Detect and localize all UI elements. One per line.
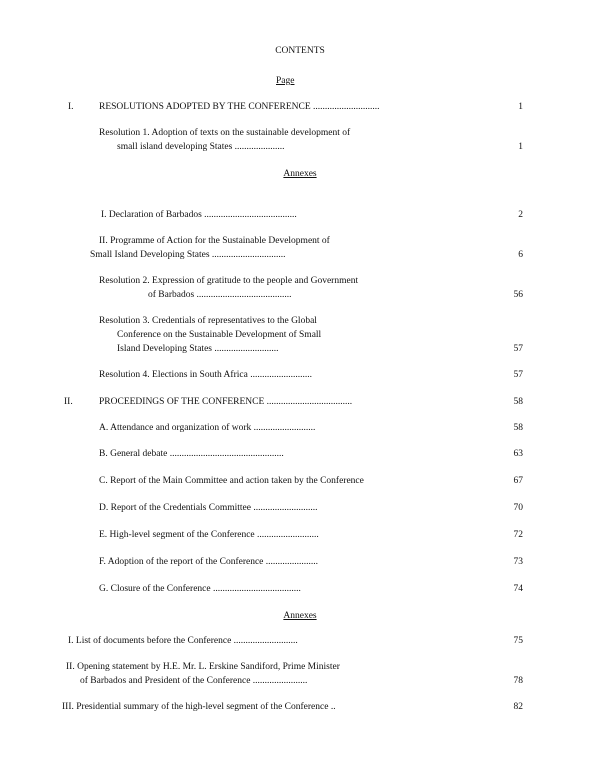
annex-list-1-page: 75 [513, 636, 523, 646]
item-b-page: 63 [513, 449, 523, 459]
resolution-3-page: 57 [513, 344, 523, 354]
section-1-number: I. [68, 102, 74, 112]
resolution-4-title: Resolution 4. Elections in South Africa .......................... [99, 370, 312, 380]
item-g-title: G. Closure of the Conference ..................................... [99, 584, 301, 594]
section-2-number: II. [64, 397, 73, 407]
annex-list-1-title: I. List of documents before the Conference ........................... [68, 636, 298, 646]
resolution-3-line-3: Island Developing States ........................... [117, 344, 279, 354]
resolution-3-line-1: Resolution 3. Credentials of representatives to the Global [99, 316, 317, 326]
annexes-heading-2: Annexes [283, 611, 317, 621]
resolution-2-line-2: of Barbados ........................................ [148, 290, 292, 300]
contents-heading: CONTENTS [275, 46, 325, 56]
section-1-page: 1 [518, 102, 523, 112]
annex-list-3-page: 82 [513, 702, 523, 712]
section-2-page: 58 [513, 397, 523, 407]
item-d-title: D. Report of the Credentials Committee ........................... [99, 503, 318, 513]
section-2-title: PROCEEDINGS OF THE CONFERENCE .................................... [99, 397, 353, 407]
item-c-page: 67 [513, 476, 523, 486]
item-f-title: F. Adoption of the report of the Conference ...................... [99, 557, 319, 567]
annex-2-line-2: Small Island Developing States ............................... [90, 250, 286, 260]
resolution-3-line-2: Conference on the Sustainable Development of Small [117, 330, 322, 340]
item-f-page: 73 [513, 557, 523, 567]
resolution-2-page: 56 [513, 290, 523, 300]
item-e-page: 72 [513, 530, 523, 540]
annex-list-2-line-1: II. Opening statement by H.E. Mr. L. Erskine Sandiford, Prime Minister [66, 662, 340, 672]
item-g-page: 74 [513, 584, 523, 594]
resolution-2-line-1: Resolution 2. Expression of gratitude to the people and Government [99, 276, 359, 286]
annex-list-3-title: III. Presidential summary of the high-level segment of the Conference .. [62, 702, 336, 712]
annexes-heading-1: Annexes [283, 169, 317, 179]
item-e-title: E. High-level segment of the Conference .......................... [99, 530, 319, 540]
annex-2-line-1: II. Programme of Action for the Sustainable Development of [99, 236, 330, 246]
resolution-1-line-2: small island developing States ..................... [117, 142, 285, 152]
item-d-page: 70 [513, 503, 523, 513]
item-c-title: C. Report of the Main Committee and action taken by the Conference [99, 476, 364, 486]
resolution-1-line-1: Resolution 1. Adoption of texts on the sustainable development of [99, 128, 351, 138]
section-1-title: RESOLUTIONS ADOPTED BY THE CONFERENCE ............................ [99, 102, 380, 112]
item-a-title: A. Attendance and organization of work .......................... [99, 423, 316, 433]
item-b-title: B. General debate ................................................ [99, 449, 284, 459]
resolution-1-page: 1 [518, 142, 523, 152]
item-a-page: 58 [513, 423, 523, 433]
annex-2-page: 6 [518, 250, 523, 260]
annex-1-page: 2 [518, 210, 523, 220]
annex-list-2-line-2: of Barbados and President of the Conference ....................... [80, 676, 308, 686]
annex-list-2-page: 78 [513, 676, 523, 686]
page-column-label: Page [276, 76, 295, 86]
resolution-4-page: 57 [513, 370, 523, 380]
annex-1-title: I. Declaration of Barbados ....................................... [101, 210, 297, 220]
